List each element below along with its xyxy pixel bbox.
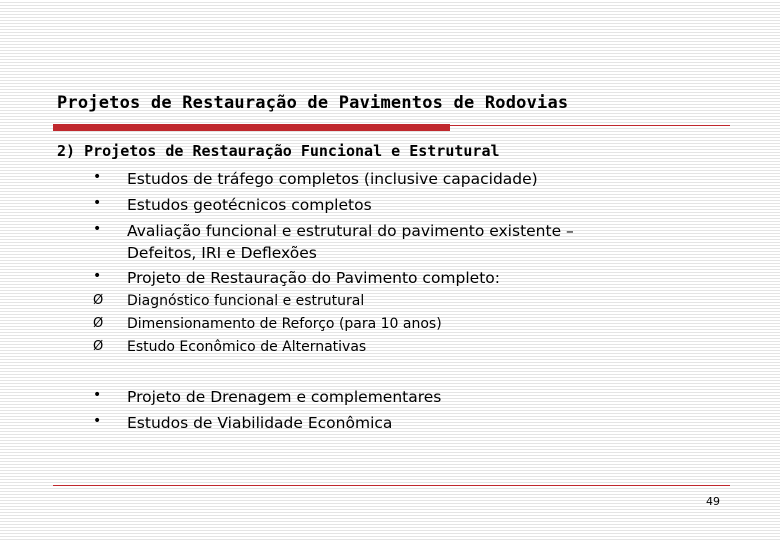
bullet-marker: • xyxy=(93,413,102,429)
arrow-bullet-icon: Ø xyxy=(93,339,104,354)
title-underline-rule xyxy=(450,125,730,126)
sub-item-text: Diagnóstico funcional e estrutural xyxy=(127,293,365,309)
bullet-text: Estudos geotécnicos completos xyxy=(127,196,372,214)
bullet-marker: • xyxy=(93,169,102,185)
bullet-marker: • xyxy=(93,387,102,403)
page-number: 49 xyxy=(706,495,720,508)
bullet-marker: • xyxy=(93,268,102,284)
section-heading: 2) Projetos de Restauração Funcional e Estrutural xyxy=(57,142,500,160)
arrow-bullet-icon: Ø xyxy=(93,293,104,308)
title-underline-bar xyxy=(53,124,450,131)
bullet-text: Projeto de Restauração do Pavimento completo: xyxy=(127,269,500,287)
slide-title: Projetos de Restauração de Pavimentos de Rodovias xyxy=(57,93,569,113)
bullet-text: Estudos de Viabilidade Econômica xyxy=(127,414,393,432)
footer-rule xyxy=(53,485,730,486)
arrow-bullet-icon: Ø xyxy=(93,316,104,331)
bullet-marker: • xyxy=(93,195,102,211)
bullet-text: Avaliação funcional e estrutural do pavimento existente – xyxy=(127,222,574,240)
bullet-text-continuation: Defeitos, IRI e Deflexões xyxy=(127,244,317,262)
bullet-text: Projeto de Drenagem e complementares xyxy=(127,388,442,406)
sub-item-text: Dimensionamento de Reforço (para 10 anos) xyxy=(127,316,442,332)
bullet-text: Estudos de tráfego completos (inclusive capacidade) xyxy=(127,170,538,188)
sub-item-text: Estudo Econômico de Alternativas xyxy=(127,339,367,355)
bullet-marker: • xyxy=(93,221,102,237)
